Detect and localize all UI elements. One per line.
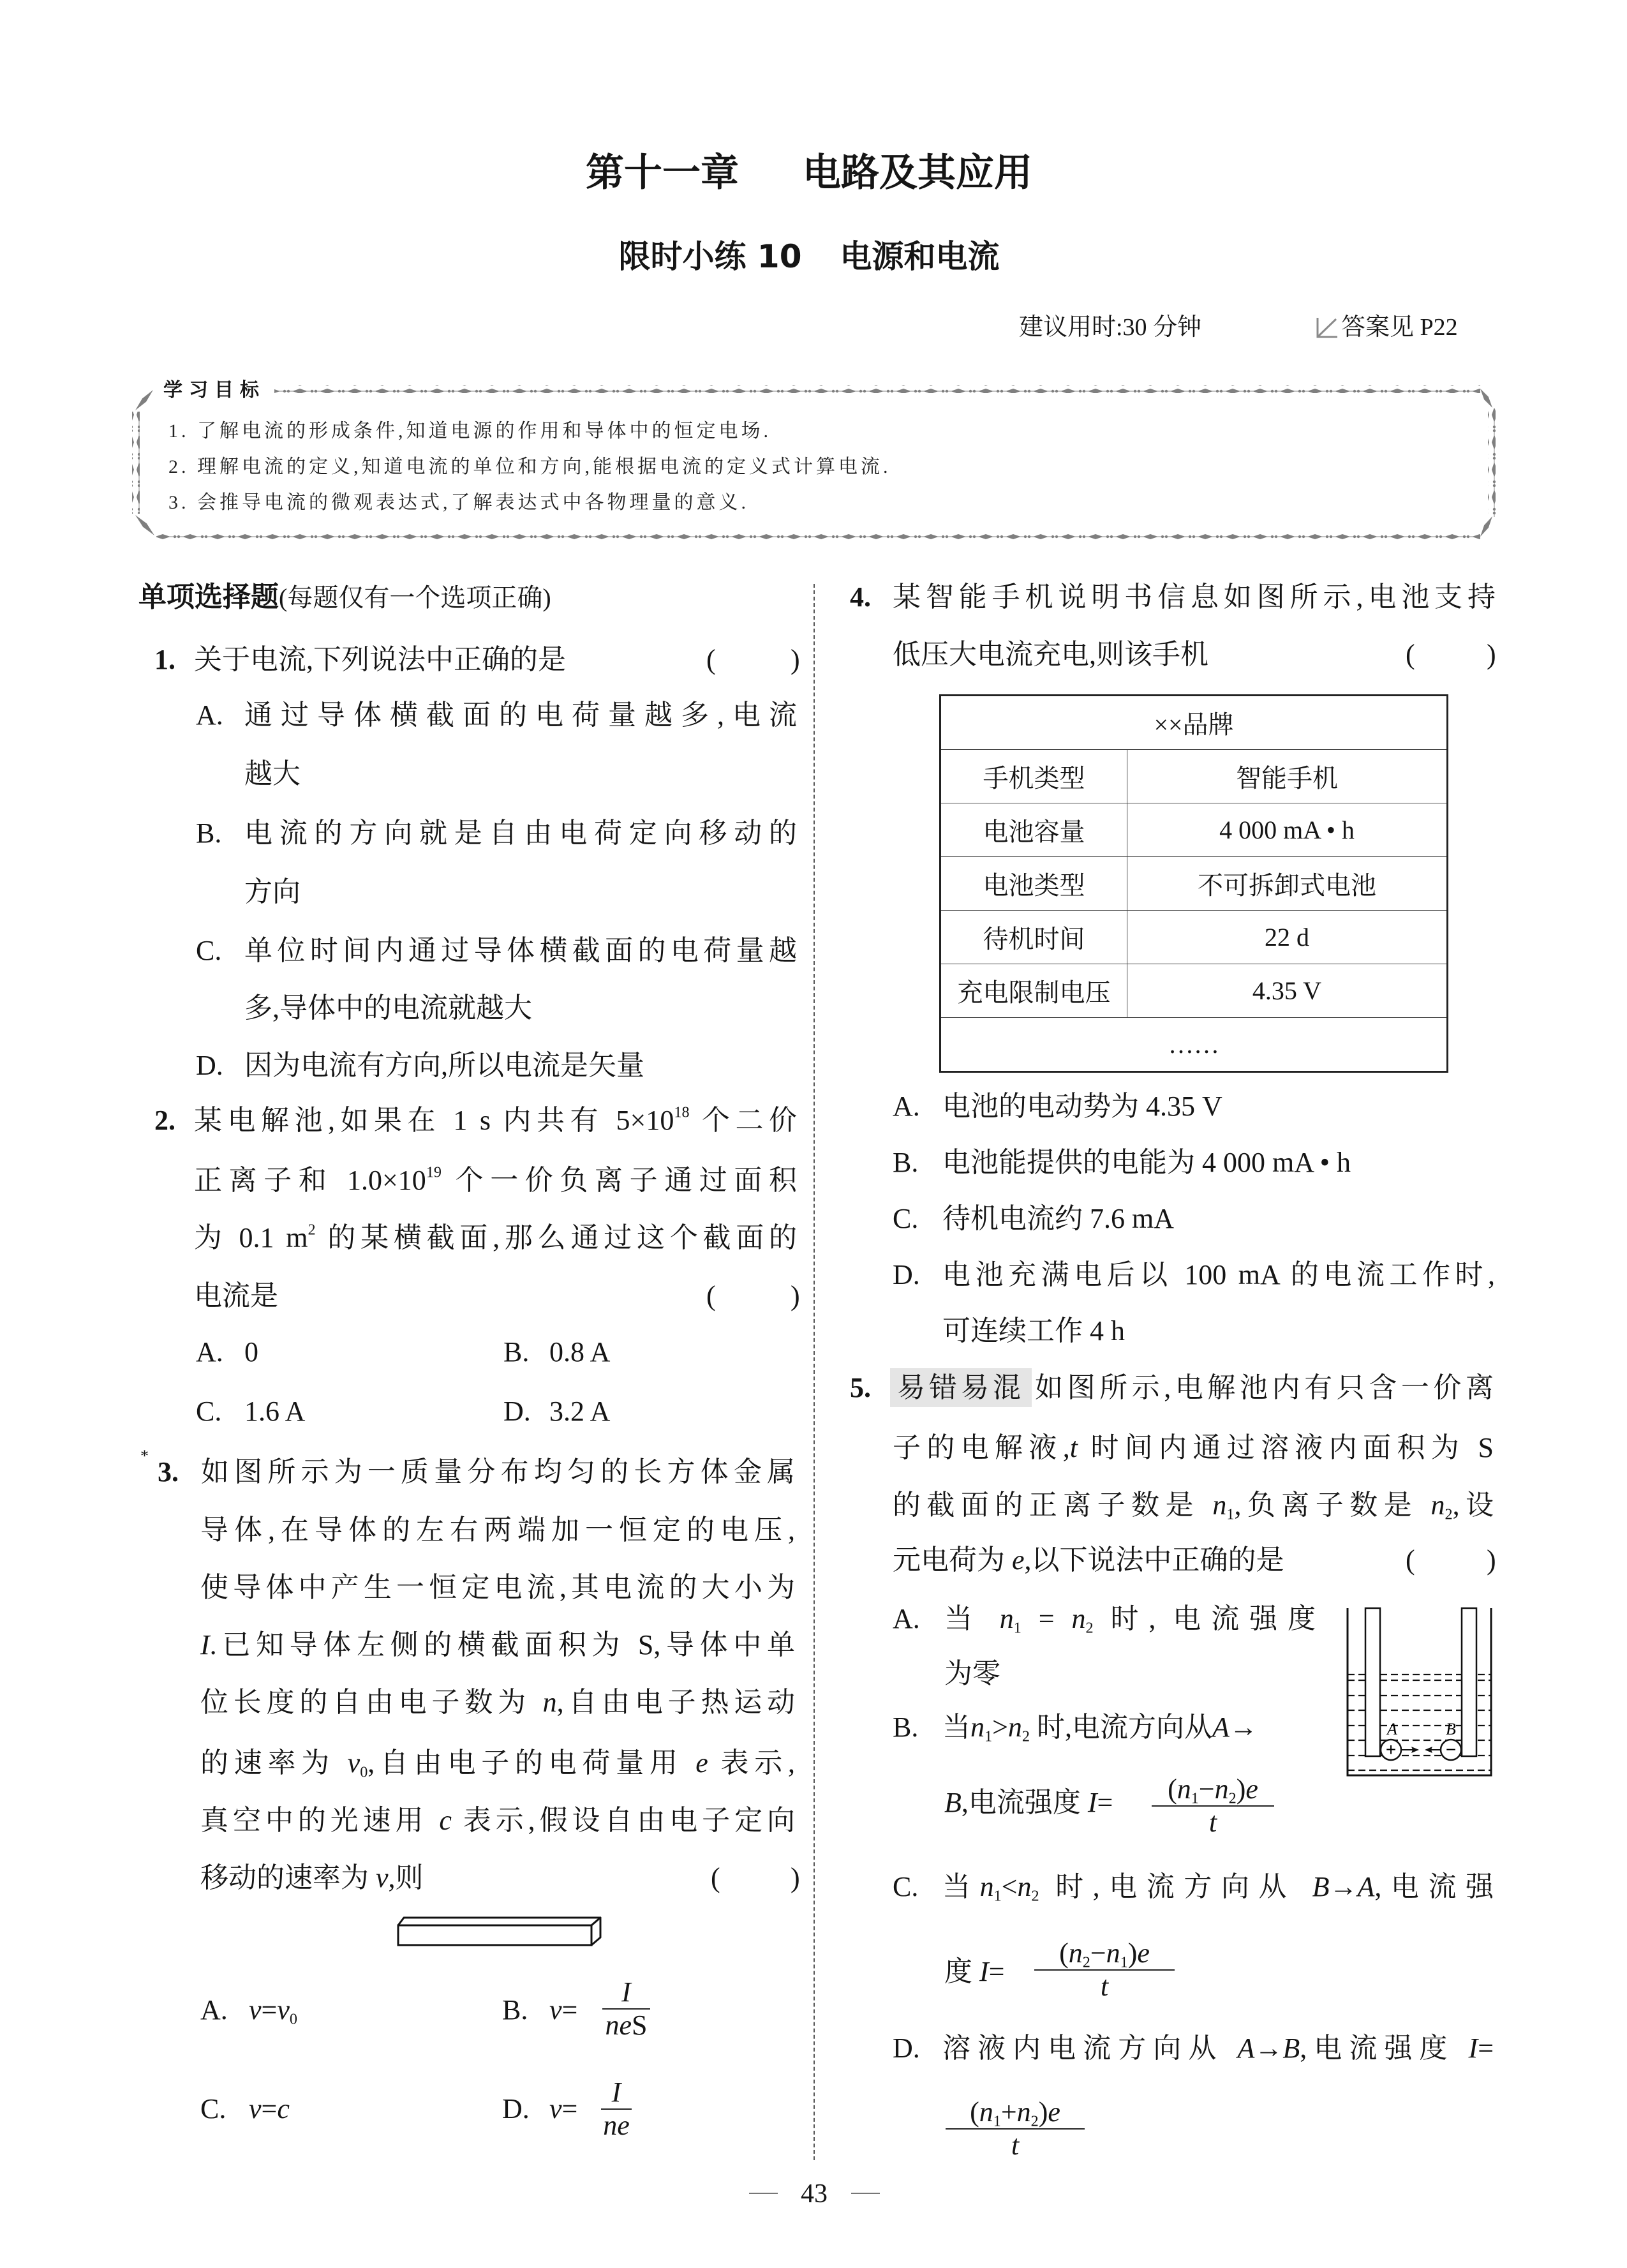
option-text-line — [944, 1953, 1004, 1991]
question-stem-line — [200, 1511, 795, 1549]
math-variable: v — [347, 1747, 360, 1779]
option-text-line — [549, 1392, 610, 1431]
text-run: ) — [1127, 1937, 1138, 1969]
chapter-number: 第十一章 — [586, 151, 739, 195]
option-label: A. — [196, 1336, 223, 1368]
math-variable: B — [1282, 2033, 1300, 2064]
option-label: A. — [893, 1603, 920, 1634]
question-stem-line — [200, 1744, 795, 1782]
subscript: 1 — [1013, 1619, 1022, 1637]
objective-item: 3. 会推导电流的微观表达式,了解表达式中各物理量的意义. — [168, 492, 749, 513]
text-run: 正离子和 1.0×10 — [194, 1165, 426, 1196]
text-run: 待机电流约 7.6 mA — [942, 1203, 1174, 1234]
option-text-line — [944, 1600, 1316, 1638]
option-text-line — [244, 932, 797, 970]
subscript: 1 — [1226, 1505, 1235, 1523]
table-row — [940, 750, 1448, 803]
math-variable: n — [1430, 1489, 1445, 1521]
text-run: 个一价负离子通过面积 — [442, 1165, 797, 1196]
option-label: C. — [893, 1203, 919, 1234]
text-run: 某智能手机说明书信息如图所示,电池支持 — [893, 581, 1496, 613]
text-run: 1.6 A — [244, 1396, 306, 1427]
fraction-denominator — [1152, 1807, 1274, 1839]
text-run: 单位时间内通过导体横截面的电荷量越 — [244, 935, 797, 966]
section-heading — [138, 578, 551, 616]
text-run: ,自由电子热运动 — [556, 1687, 796, 1718]
subscript: 2 — [1030, 2112, 1039, 2130]
option-text-line — [944, 1784, 1113, 1822]
text-run: S — [632, 2010, 648, 2041]
text-run: 低压大电流充电,则该手机 — [893, 639, 1208, 670]
superscript: 19 — [426, 1163, 442, 1181]
fraction-denominator — [946, 2130, 1085, 2161]
math-variable: n — [1071, 1603, 1086, 1634]
fraction — [1034, 1937, 1175, 2003]
text-run: 使导体中产生一恒定电流,其电流的大小为 — [200, 1572, 795, 1603]
option-label: D. — [502, 2093, 530, 2124]
math-variable: n — [979, 2096, 993, 2128]
text-run: 电流的方向就是自由电荷定向移动的 — [244, 817, 797, 849]
answer-bracket-close: ) — [791, 1280, 800, 1311]
column-divider — [814, 584, 815, 2160]
option-text-line — [244, 696, 797, 735]
subscript: 2 — [1228, 1789, 1237, 1807]
option-label: D. — [503, 1396, 531, 1427]
table-cell-key: 充电限制电压 — [940, 964, 1127, 1018]
option-text-line — [244, 755, 301, 793]
table-cell-key: 电池类型 — [940, 857, 1127, 911]
text-run: 子的电解液, — [893, 1432, 1070, 1463]
question-stem-line — [194, 1219, 797, 1257]
text-run: 电池能提供的电能为 4 000 mA • h — [942, 1147, 1351, 1178]
text-run: 个二价 — [689, 1105, 798, 1136]
text-run: 为 0.1 m — [194, 1222, 308, 1253]
text-run: − — [1198, 1773, 1215, 1805]
subscript: 1 — [984, 1727, 993, 1745]
question-stem-line — [201, 1453, 795, 1491]
lesson-title — [0, 235, 1618, 273]
text-run: 0.8 A — [549, 1336, 611, 1368]
text-run: = — [1478, 2033, 1494, 2064]
text-run: 的截面的正离子数是 — [893, 1489, 1213, 1521]
text-run: 时, 电流强度 — [1093, 1603, 1316, 1634]
option-label: A. — [200, 1994, 228, 2026]
option-text-line — [244, 989, 532, 1027]
text-run: 元电荷为 — [893, 1544, 1012, 1576]
positive-ion-sign: + — [1385, 1740, 1397, 1759]
math-variable: n — [970, 1712, 984, 1743]
question-stem-line — [200, 1626, 795, 1664]
subscript: 1 — [1120, 1953, 1128, 1971]
error-prone-tag: 易错易混 — [890, 1368, 1032, 1407]
math-variable: e — [1048, 2096, 1060, 2128]
math-variable: I — [611, 2077, 621, 2108]
phone-spec-table — [939, 694, 1448, 1073]
text-run: → — [1229, 1712, 1258, 1743]
point-a-label: A — [1387, 1720, 1397, 1738]
text-run: 如图所示为一质量分布均匀的长方体金属 — [201, 1456, 795, 1488]
answer-bracket-open: ( — [706, 1280, 716, 1311]
subscript: 0 — [289, 2010, 297, 2028]
point-b-label: B — [1446, 1720, 1456, 1738]
option-text-line — [244, 814, 797, 853]
superscript: 2 — [308, 1221, 316, 1239]
electrolytic-cell-diagram — [1340, 1595, 1499, 1787]
objective-item: 2. 理解电流的定义,知道电流的单位和方向,能根据电流的定义式计算电流. — [168, 456, 891, 477]
text-run: 某电解池,如果在 1 s 内共有 5×10 — [194, 1105, 674, 1136]
text-run: = — [1097, 1787, 1113, 1818]
text-run: → — [1329, 1871, 1358, 1902]
text-run: < — [1001, 1871, 1018, 1902]
option-label: B. — [503, 1336, 530, 1368]
math-variable: I — [1468, 2033, 1478, 2064]
text-run: = — [261, 1994, 278, 2026]
fraction — [1152, 1773, 1274, 1839]
text-run: → — [1254, 2033, 1283, 2064]
fraction-denominator — [1034, 1971, 1175, 2003]
text-run: − — [1090, 1937, 1106, 1969]
section-title: 单项选择题 — [138, 581, 279, 613]
answer-reference: 答案见 P22 — [1341, 314, 1458, 341]
math-variable: ne — [605, 2010, 632, 2041]
text-run: ) — [1038, 2096, 1048, 2128]
option-text-line — [244, 1392, 305, 1431]
answer-bracket-close: ) — [791, 1862, 800, 1893]
optional-question-marker: * — [140, 1447, 149, 1465]
math-variable: I — [200, 1629, 210, 1660]
chapter-name: 电路及其应用 — [803, 151, 1032, 195]
lesson-number: 限时小练 10 — [618, 238, 802, 275]
fraction — [601, 2077, 632, 2142]
question-number: 5. — [850, 1372, 871, 1403]
math-variable: t — [1208, 1807, 1217, 1838]
option-text-line — [549, 1333, 610, 1371]
text-run: 通过导体横截面的电荷量越多,电流 — [244, 699, 797, 731]
option-label: B. — [893, 1712, 919, 1743]
question-stem-line — [893, 1429, 1494, 1467]
text-run: 移动的速率为 — [200, 1862, 376, 1893]
text-run: 为零 — [944, 1658, 1000, 1689]
math-variable: n — [1068, 1937, 1083, 1969]
text-run: 0 — [244, 1336, 258, 1368]
fraction-numerator — [1034, 1937, 1175, 1969]
option-label: A. — [196, 699, 223, 731]
option-text-line — [942, 1200, 1174, 1238]
math-variable: t — [1100, 1971, 1109, 2002]
table-header-row — [940, 696, 1448, 750]
option-text-line — [942, 1868, 1494, 1906]
text-run: 电流是 — [194, 1280, 278, 1311]
text-run: = — [561, 1994, 578, 2026]
text-run: 位长度的自由电子数为 — [200, 1687, 543, 1718]
table-title: ××品牌 — [940, 696, 1448, 750]
math-variable: v — [549, 2093, 562, 2124]
fraction — [946, 2096, 1085, 2161]
math-variable: n — [1007, 1712, 1022, 1743]
subscript: 2 — [1445, 1505, 1453, 1523]
table-row — [940, 857, 1448, 911]
option-label: D. — [196, 1050, 223, 1081]
question-number: 4. — [850, 581, 871, 613]
text-run: 关于电流,下列说法中正确的是 — [194, 644, 566, 675]
option-text-line — [942, 2029, 1494, 2068]
table-row — [940, 803, 1448, 857]
option-label: C. — [893, 1871, 919, 1902]
answer-bracket-close: ) — [791, 644, 800, 675]
table-cell-value: 智能手机 — [1127, 750, 1448, 803]
option-text-line — [244, 873, 301, 911]
math-variable: n — [1017, 1871, 1032, 1902]
table-cell-key: 手机类型 — [940, 750, 1127, 803]
question-stem-line — [194, 1101, 797, 1140]
text-run: 的某横截面,那么通过这个截面的 — [315, 1222, 798, 1253]
question-stem-line — [200, 1802, 795, 1840]
question-stem-line — [194, 641, 566, 679]
fraction-numerator — [1152, 1773, 1274, 1805]
table-row — [940, 911, 1448, 964]
ion-arrow-right — [1402, 1747, 1419, 1753]
answer-reference-icon — [1316, 315, 1339, 339]
fraction-denominator — [602, 2010, 650, 2041]
text-run: 时,电流方向从 — [1039, 1871, 1312, 1902]
text-run: 电池的电动势为 4.35 V — [942, 1091, 1222, 1122]
rectangular-conductor-figure — [396, 1914, 606, 1950]
option-label: B. — [196, 817, 222, 849]
option-formula — [549, 1991, 577, 2029]
question-stem-line — [1035, 1369, 1494, 1407]
text-run: 多,导体中的电流就越大 — [244, 992, 532, 1024]
option-text-line — [942, 1708, 1258, 1747]
table-ellipsis: …… — [940, 1018, 1448, 1072]
question-number: 2. — [154, 1105, 175, 1136]
text-run: = — [988, 1956, 1005, 1987]
text-run: 可连续工作 4 h — [942, 1315, 1125, 1347]
question-stem-line — [893, 1486, 1494, 1525]
option-formula — [249, 1991, 297, 2029]
math-variable: t — [1011, 2130, 1020, 2161]
text-run: ,负离子数是 — [1234, 1489, 1431, 1521]
math-variable: I — [1087, 1787, 1097, 1818]
text-run: ) — [1236, 1773, 1246, 1805]
question-stem-line — [194, 1277, 278, 1315]
math-variable: I — [979, 1956, 989, 1987]
text-run: > — [992, 1712, 1008, 1743]
option-formula — [549, 2090, 577, 2128]
option-text-line — [244, 1047, 644, 1085]
math-variable: n — [1177, 1773, 1191, 1805]
page-number-dash — [851, 2193, 880, 2194]
option-label: B. — [893, 1147, 919, 1178]
text-run: 表示,假设自由电子定向 — [451, 1805, 796, 1836]
question-stem-line — [200, 1859, 424, 1897]
fraction-numerator — [601, 2077, 632, 2108]
ion-arrow-left — [1425, 1747, 1440, 1753]
text-run: 真空中的光速用 — [200, 1805, 440, 1836]
math-variable: B — [944, 1787, 962, 1818]
text-run: ,电流强度 — [961, 1787, 1088, 1818]
option-formula — [249, 2090, 290, 2128]
fraction-numerator — [602, 1976, 650, 2008]
objective-item: 1. 了解电流的形成条件,知道电源的作用和导体中的恒定电场. — [168, 421, 771, 442]
text-run: ,则 — [388, 1862, 424, 1893]
answer-bracket-open: ( — [711, 1862, 720, 1893]
text-run: ,电流强度 — [1300, 2033, 1469, 2064]
subscript: 2 — [1082, 1953, 1090, 1971]
text-run: ( — [970, 2096, 979, 2128]
page-number: 43 — [801, 2179, 828, 2209]
math-variable: c — [439, 1805, 452, 1836]
superscript: 18 — [674, 1103, 690, 1121]
text-run: ( — [1059, 1937, 1069, 1969]
objectives-heading: 学习目标 — [161, 378, 265, 403]
text-run: 当 — [942, 1712, 970, 1743]
math-variable: n — [1016, 2096, 1031, 2128]
fraction — [602, 1976, 650, 2041]
math-variable: e — [1012, 1544, 1025, 1576]
text-run: 时间内通过溶液内面积为 S — [1077, 1432, 1494, 1463]
answer-bracket-open: ( — [1406, 1544, 1415, 1576]
text-run: 导体,在导体的左右两端加一恒定的电压, — [200, 1514, 795, 1546]
text-run: .已知导体左侧的横截面积为 S,导体中单 — [209, 1629, 795, 1660]
table-cell-key: 电池容量 — [940, 803, 1127, 857]
question-stem-line — [893, 636, 1208, 674]
option-label: D. — [893, 1259, 920, 1290]
subscript: 2 — [1022, 1727, 1030, 1745]
question-stem-line — [893, 1541, 1284, 1579]
text-run: + — [1000, 2096, 1017, 2128]
text-run: ,电流强 — [1374, 1871, 1494, 1902]
option-text-line — [244, 1333, 258, 1371]
negative-ion-sign: − — [1445, 1740, 1457, 1759]
text-run: 的速率为 — [200, 1747, 348, 1779]
option-label: C. — [200, 2093, 227, 2124]
question-number: 3. — [158, 1456, 179, 1488]
subscript: 1 — [993, 1887, 1002, 1905]
table-cell-value: 4.35 V — [1127, 964, 1448, 1018]
math-variable: v — [549, 1994, 562, 2026]
question-stem-line — [194, 1161, 797, 1200]
subscript: 2 — [1031, 1887, 1039, 1905]
math-variable: n — [1214, 1773, 1229, 1805]
math-variable: n — [1106, 1937, 1120, 1969]
math-variable: v — [249, 2093, 262, 2124]
math-variable: ne — [603, 2110, 630, 2141]
text-run: ,设 — [1452, 1489, 1494, 1521]
subscript: 1 — [1191, 1789, 1199, 1807]
text-run: ,以下说法中正确的是 — [1024, 1544, 1284, 1576]
question-stem-line — [893, 578, 1496, 616]
text-run: = — [261, 2093, 278, 2124]
math-variable: B — [1312, 1871, 1330, 1902]
page-number-dash — [749, 2193, 778, 2194]
fraction-numerator — [946, 2096, 1085, 2128]
math-variable: e — [695, 1747, 708, 1779]
math-variable: v — [376, 1862, 389, 1893]
text-run: 时,电流方向从 — [1030, 1712, 1213, 1743]
text-run: 电池充满电后以 100 mA 的电流工作时, — [942, 1259, 1495, 1290]
text-run: 因为电流有方向,所以电流是矢量 — [244, 1050, 644, 1081]
option-label: C. — [196, 1396, 222, 1427]
text-run: 3.2 A — [549, 1396, 611, 1427]
subscript: 1 — [993, 2112, 1001, 2130]
math-variable: v — [249, 1994, 262, 2026]
math-variable: n — [542, 1687, 557, 1718]
subscript: 0 — [360, 1763, 368, 1781]
text-run: 当 — [944, 1603, 1000, 1634]
math-variable: A — [1237, 2033, 1255, 2064]
option-text-line — [944, 1655, 1000, 1693]
answer-bracket-open: ( — [1406, 639, 1415, 670]
question-number: 1. — [154, 644, 175, 675]
question-stem-line — [200, 1569, 795, 1607]
option-text-line — [942, 1144, 1351, 1182]
text-run: ,自由电子的电荷量用 — [368, 1747, 696, 1779]
answer-bracket-open: ( — [706, 644, 716, 675]
table-cell-key: 待机时间 — [940, 911, 1127, 964]
option-label: D. — [893, 2033, 920, 2064]
text-run: 度 — [944, 1956, 979, 1987]
math-variable: A — [1212, 1712, 1230, 1743]
option-label: B. — [502, 1994, 528, 2026]
text-run: 如图所示,电解池内有只含一价离 — [1035, 1372, 1494, 1403]
text-run: 方向 — [244, 876, 301, 907]
option-text-line — [942, 1087, 1222, 1126]
math-variable: v — [277, 1994, 290, 2026]
text-run: = — [561, 2093, 578, 2124]
text-run: ( — [1168, 1773, 1177, 1805]
option-label: A. — [893, 1091, 920, 1122]
suggested-time: 建议用时:30 分钟 — [1019, 314, 1202, 341]
subscript: 2 — [1085, 1619, 1094, 1637]
option-label: C. — [196, 935, 222, 966]
table-row — [940, 964, 1448, 1018]
math-variable: n — [979, 1871, 994, 1902]
answer-bracket-close: ) — [1487, 1544, 1496, 1576]
answer-bracket-close: ) — [1487, 639, 1496, 670]
math-variable: e — [1137, 1937, 1150, 1969]
chapter-title — [0, 147, 1618, 193]
math-variable: A — [1357, 1871, 1375, 1902]
text-run: 表示, — [708, 1747, 796, 1779]
math-variable: I — [621, 1976, 631, 2008]
math-variable: n — [999, 1603, 1014, 1634]
text-run: 越大 — [244, 758, 301, 789]
math-variable: n — [1212, 1489, 1227, 1521]
table-cell-value: 不可拆卸式电池 — [1127, 857, 1448, 911]
text-run: 溶液内电流方向从 — [942, 2033, 1238, 2064]
fraction-denominator — [601, 2110, 632, 2142]
option-text-line — [942, 1256, 1495, 1294]
section-note: (每题仅有一个选项正确) — [279, 583, 551, 612]
table-footer-row — [940, 1018, 1448, 1072]
lesson-name: 电源和电流 — [840, 238, 1000, 275]
table-cell-value: 4 000 mA • h — [1127, 803, 1448, 857]
math-variable: e — [1245, 1773, 1258, 1805]
text-run: 当 — [942, 1871, 980, 1902]
table-cell-value: 22 d — [1127, 911, 1448, 964]
text-run: = — [1021, 1603, 1072, 1634]
math-variable: t — [1069, 1432, 1078, 1463]
question-stem-line — [200, 1683, 795, 1722]
option-text-line — [942, 1312, 1125, 1350]
math-variable: c — [277, 2093, 290, 2124]
